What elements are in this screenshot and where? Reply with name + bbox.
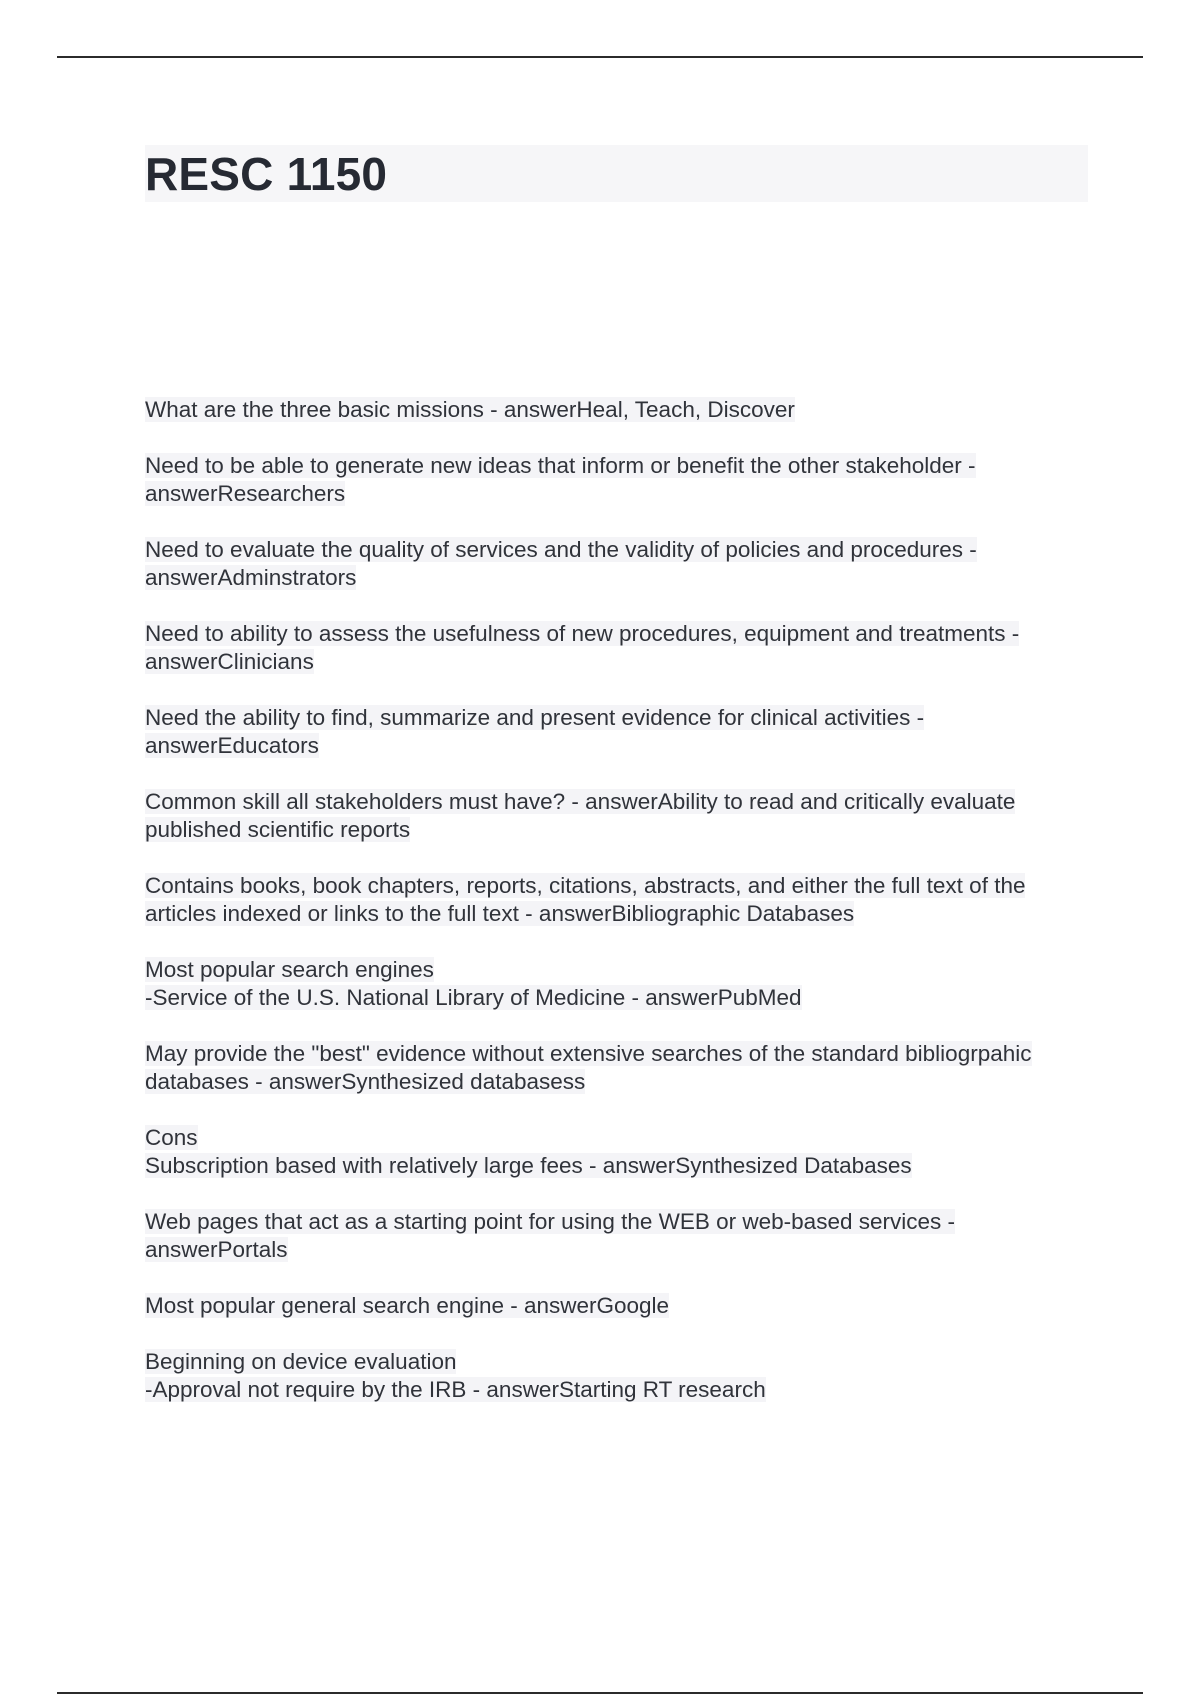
bottom-divider (57, 1692, 1143, 1694)
page-title: RESC 1150 (145, 148, 388, 200)
qa-item (145, 872, 1085, 928)
qa-text: Need the ability to find, summarize and present evidence for clinical activities - answerEducators (145, 705, 925, 758)
qa-item (145, 788, 1085, 844)
qa-text: Subscription based with relatively large fees - answerSynthesized Databases (145, 1153, 912, 1178)
qa-text: Common skill all stakeholders must have? - answerAbility to read and critically evaluate published scientific reports (145, 789, 1016, 842)
qa-item (145, 452, 1085, 508)
qa-text: Contains books, book chapters, reports, citations, abstracts, and either the full text of the articles indexed or links to the full text - answerBibliographic Databases (145, 873, 1026, 926)
qa-text: Need to ability to assess the usefulness of new procedures, equipment and treatments - answerClinicians (145, 621, 1020, 674)
qa-item (145, 620, 1085, 676)
qa-text: -Approval not require by the IRB - answerStarting RT research (145, 1377, 766, 1402)
qa-text: What are the three basic missions - answerHeal, Teach, Discover (145, 397, 795, 422)
qa-text: May provide the "best" evidence without extensive searches of the standard bibliogrpahic databases - answerSynthesized databasess (145, 1041, 1032, 1094)
qa-text: Beginning on device evaluation (145, 1349, 457, 1374)
qa-text: Most popular search engines (145, 957, 434, 982)
qa-item (145, 536, 1085, 592)
qa-text: Cons (145, 1125, 198, 1150)
qa-list (145, 396, 1085, 1432)
qa-text: Web pages that act as a starting point for using the WEB or web-based services - answerPortals (145, 1209, 955, 1262)
qa-text: Most popular general search engine - answerGoogle (145, 1293, 670, 1318)
qa-item (145, 1208, 1085, 1264)
qa-item (145, 396, 1085, 424)
qa-item (145, 1040, 1085, 1096)
qa-item (145, 704, 1085, 760)
qa-text: -Service of the U.S. National Library of Medicine - answerPubMed (145, 985, 802, 1010)
qa-item (145, 1292, 1085, 1320)
qa-text: Need to be able to generate new ideas that inform or benefit the other stakeholder - answerResearchers (145, 453, 976, 506)
qa-item (145, 1348, 1085, 1404)
top-divider (57, 56, 1143, 58)
qa-item (145, 1124, 1085, 1180)
qa-item (145, 956, 1085, 1012)
qa-text: Need to evaluate the quality of services and the validity of policies and procedures - answerAdminstrators (145, 537, 977, 590)
